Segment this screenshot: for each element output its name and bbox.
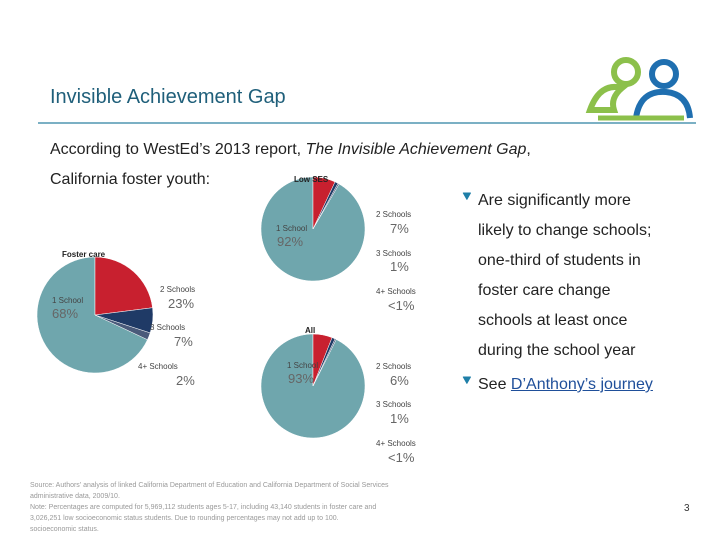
slice-label: 1 School xyxy=(276,224,308,233)
bullet-line: one-third of students in xyxy=(478,252,641,269)
slice-label: 3 Schools xyxy=(376,400,412,409)
slice-label: 3 Schools xyxy=(376,249,412,258)
slice-value: 1% xyxy=(390,411,409,426)
slice-value: 7% xyxy=(174,334,193,349)
slice-label: 2 Schools xyxy=(376,362,412,371)
slice-value: 1% xyxy=(390,259,409,274)
bullet-line: Are significantly more xyxy=(478,192,631,209)
slice-label: 3 Schools xyxy=(150,323,186,332)
danthony-journey-link[interactable]: D’Anthony’s journey xyxy=(510,376,653,393)
intro-text xyxy=(50,141,531,159)
bullet-line: during the school year xyxy=(478,342,636,359)
pie-chart-2 xyxy=(259,332,367,440)
bullet-text: See xyxy=(478,376,511,393)
slice-value: 6% xyxy=(390,373,409,388)
bullet-item xyxy=(458,186,698,366)
slice-label: 2 Schools xyxy=(160,285,196,294)
source-line: Source: Authors' analysis of linked California Department of Education and California Department of Social Services xyxy=(30,482,389,489)
intro-text-start: According to WestEd’s 2013 report, xyxy=(50,141,306,158)
source-line: Note: Percentages are computed for 5,969,112 students ages 5-17, including 43,140 students in foster care and xyxy=(30,504,377,511)
bullet-list xyxy=(458,186,698,404)
chart-title: All xyxy=(305,326,316,335)
slice-value: <1% xyxy=(388,450,415,465)
bullet-icon: 🔻︎ xyxy=(458,188,476,204)
slice-label: 2 Schools xyxy=(376,210,412,219)
slice-value: 93% xyxy=(288,371,315,386)
slice-label: 4+ Schools xyxy=(376,287,416,296)
intro-text-line2: California foster youth: xyxy=(50,171,211,188)
report-title: The Invisible Achievement Gap xyxy=(305,141,527,158)
page-number: 3 xyxy=(684,503,690,514)
intro-text-end: , xyxy=(526,141,531,158)
slice-label: 1 School xyxy=(287,361,319,370)
people-logo-icon xyxy=(580,52,700,124)
source-line: socioeconomic status. xyxy=(30,526,99,533)
slice-value: <1% xyxy=(388,298,415,313)
source-line: administrative data, 2009/10. xyxy=(30,493,120,500)
slice-label: 1 School xyxy=(52,296,84,305)
source-line: 3,026,251 low socioeconomic status students. Due to rounding percentages may not add up to 100. xyxy=(30,515,339,522)
chart-title: Low SES xyxy=(294,175,329,184)
slice-value: 7% xyxy=(390,221,409,236)
slice-value: 2% xyxy=(176,373,195,388)
slice-value: 92% xyxy=(277,234,304,249)
chart-title: Foster care xyxy=(62,250,106,259)
slice-label: 4+ Schools xyxy=(376,439,416,448)
slice-value: 23% xyxy=(168,296,195,311)
source-note xyxy=(30,480,500,535)
bullet-item xyxy=(458,370,698,400)
page-title: Invisible Achievement Gap xyxy=(50,86,286,108)
slice-label: 4+ Schools xyxy=(138,362,178,371)
slice-value: 68% xyxy=(52,306,79,321)
pie-slice-2-schools xyxy=(95,257,153,315)
bullet-line: schools at least once xyxy=(478,312,628,329)
bullet-icon: 🔻︎ xyxy=(458,372,476,388)
bullet-line: likely to change schools; xyxy=(478,222,652,239)
bullet-line: foster care change xyxy=(478,282,611,299)
title-divider xyxy=(38,122,696,124)
